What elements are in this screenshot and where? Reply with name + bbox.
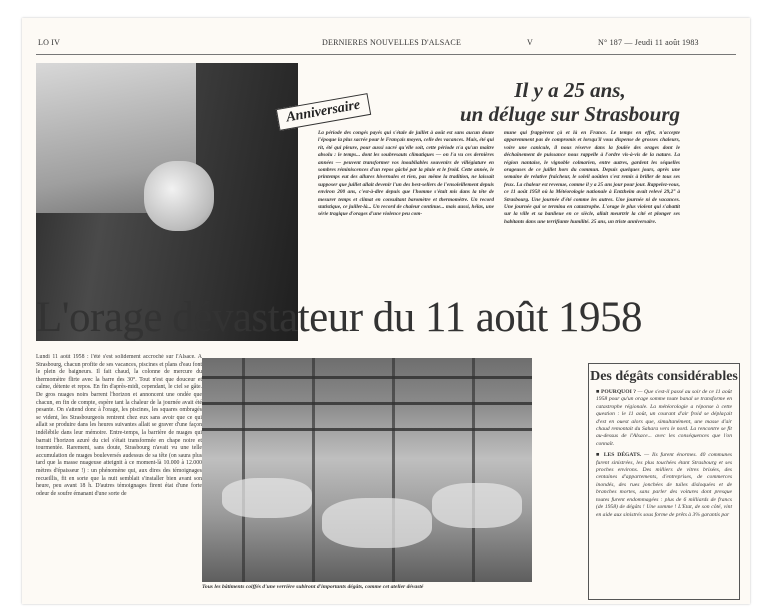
roof-beam (202, 402, 532, 405)
roof-post (242, 358, 245, 582)
roof-post (312, 358, 315, 582)
kicker-title (420, 78, 720, 126)
roof-beam (202, 428, 532, 431)
debris (432, 483, 522, 528)
sidebar-paragraph-2: ■ LES DÉGATS. — Ils furent énormes. 40 communes furent sinistrées, les plus touchées étant Strasbourg et ses proches environs. Des milliers de vitres brisées, des centaines d'appartements, d'entreprises, de commerces inondés, des rues jonchées de tuiles disloquées et de branches mortes, sans parler des voitures dont presque toutes furent endommagées : plus de 6 milliards de francs (de 1958) de dégâts ! Une somme ! L'Etat, de son côté, vint en aide aux sinistrés sous forme de prêts à 3% garantis par (596, 452, 732, 518)
sidebar-label-1: POURQUOI ? (600, 389, 637, 395)
photo-caption: Tous les bâtiments coiffés d'une verrière subiront d'importants dégâts, comme cet atelier dévasté (202, 584, 424, 590)
intro-column-1: La période des congés payés qui s'étale de juillet à août est sans aucun doute l'époque la plus sacrée pour le Français moyen, celle des vacances. Mais, été qui rit, été qui pleure, pour aussi sacré qu'elle soit, cette période n'a qu'un maître absolu : le temps... dont les soubresauts climatiques — on l'a vu ces dernières années — peuvent transformer vos inoubliables souvenirs de villégiature en sombres réminiscences d'un repos gâché par la pluie et le froid. Cette année, le printemps eut des allures hivernales et rien, pas même la tradition, ne laissait supposer que juillet allait devenir l'un des best-sellers de l'ensoleillement depuis environ 200 ans, c'est-à-dire depuis que l'homme s'était mis dans la tête de mesurer temps et climat en consultant baromètre et thermomètre. Un record statistique, ce juillet-là... Un record de chaleur continue... mais aussi, hélas, une série tragique d'orages d'une violence peu com- (318, 130, 494, 218)
damaged-workshop-photo (202, 358, 532, 582)
sidebar-text-2: — Ils furent énormes. 40 communes furent sinistrées, les plus touchées étant Strasbourg et ses proches environs. Des milliers de vitres brisées, des centaines d'appartements, d'entreprises, de commerces inondés, des rues jonchées de tuiles disloquées et de branches mortes, sans parler des voitures dont presque toutes furent endommagées : plus de 6 milliards de francs (de 1958) de dégâts ! Une somme ! L'Etat, de son côté, vint en aide aux sinistrés sous forme de prêts à 3% garantis par (596, 452, 732, 518)
roof-post (472, 358, 475, 582)
sidebar-label-2: LES DÉGATS. (603, 452, 642, 459)
article-body: Lundi 11 août 1958 : l'été s'est solidement accroché sur l'Alsace. A Strasbourg, chacun profite de ses vacances, piscines et plans d'eau font le plein de baigneurs. Il fait chaud, la colonne de mercure du thermomètre flirte avec la barre des 30°. Tout n'est que douceur et calme, détente et repos. En fin d'après-midi, cependant, le ciel se gâte. De gros nuages noirs barrent l'horizon et annoncent une ondée que chacun, en fin de compte, espère tant la chaleur de la journée avait été pesante. On s'attend donc à l'orage, les piscines, les squares ombragés se vident, les Strasbourgeois rentrent chez eux sans avoir que ce qui allait se produire dans les heures suivantes allait se graver d'une façon indélébile dans leur mémoire. Entre-temps, la barrière de nuages qui barrait l'horizon azuré du ciel s'était transformée en chape noire et tourmentée. Rarement, sans doute, Strasbourg n'avait vu une telle accumulation de nuages bouleversés audessus de sa tête (on saura plus tard que la masse nuageuse atteignit à ce moment-là 10.000 à 12.000 mètres d'épaisseur !) : un phénomène qui, aux dires des témoignages recueillis, fit en sorte que la nuit semblait s'installer bien avant son heure, peu avant 18 h. D'autres témoignages firent état d'une forte odeur de soufre émanant d'une sorte de (36, 354, 202, 497)
intro-column-2: mune qui frappèrent çà et là en France. Le temps en effet, n'accepte apparemment pas de compromis et lorsqu'il vous dispense de grosses chaleurs, voire une canicule, il nous réserve dans la foulée des orages dont le déchaînement de puissance nous rappelle à l'ordre vis-à-vis de la nature. La région nantaise, le vignoble colmarien, entre autres, gardent les séquelles orageuses de ce juillet hors du commun. Depuis quelques jours, après une semaine de relative fraîcheur, le soleil aoûtien s'est remis à briller de tous ses feux. La chaleur est revenue, comme il y a 25 ans jour pour jour. Rappelez-vous, ce 11 août 1958 où la Météorologie nationale à Entzheim avait relevé 29,2° à Strasbourg. Une journée d'été comme les autres. Une journée ni de vacances. Une journée qui se termina en catastrophe. L'orage le plus violent qui s'abattit sur la ville et sa banlieue en ce siècle, allait meurtrir la cité et plonger ses habitants dans une terrifiante humilité. 25 ans, un triste anniversaire. (504, 130, 680, 225)
newspaper-page (22, 18, 750, 604)
debris (322, 498, 432, 548)
sidebar-text-1: — Que s'est-il passé au soir de ce 11 août 1958 pour qu'un orage somme toute banal se transforme en catastrophe régionale. La météorologie a réponse à cette question : le 11 août, un courant d'air froid se déplaçait d'est en ouest alors que, simultanément, une masse d'air chaud remontait du Sahara vers le nord. La rencontre se fit au-dessus de l'Alsace... avec les conséquences que l'on connaît. (596, 389, 732, 447)
photo-hands (144, 161, 214, 231)
page-number: LO IV (38, 38, 61, 47)
sidebar-paragraph-1: ■ POURQUOI ? — Que s'est-il passé au soir de ce 11 août 1958 pour qu'un orage somme toute banal se transforme en catastrophe régionale. La météorologie a réponse à cette question : le 11 août, un courant d'air froid se déplaçait d'est en ouest alors que, simultanément, une masse d'air chaud remontait du Sahara vers le nord. La rencontre se fit au-dessus de l'Alsace... avec les conséquences que l'on connaît. (596, 389, 732, 447)
section-number: V (527, 38, 533, 47)
sidebar-box (588, 363, 740, 600)
headline: L'orage dévastateur du 11 août 1958 (36, 294, 642, 341)
roof-post (392, 358, 395, 582)
newspaper-name: DERNIERES NOUVELLES D'ALSACE (322, 38, 462, 47)
sidebar-title: Des dégâts considérables (590, 369, 738, 384)
issue-date: N° 187 — Jeudi 11 août 1983 (598, 38, 699, 47)
anniversary-tag: Anniversaire (276, 93, 371, 131)
kicker-line-1: Il y a 25 ans, (514, 78, 626, 102)
kicker-line-2: un déluge sur Strasbourg (460, 102, 680, 126)
debris (222, 478, 312, 518)
header-rule (36, 54, 736, 55)
roof-beam (202, 376, 532, 379)
